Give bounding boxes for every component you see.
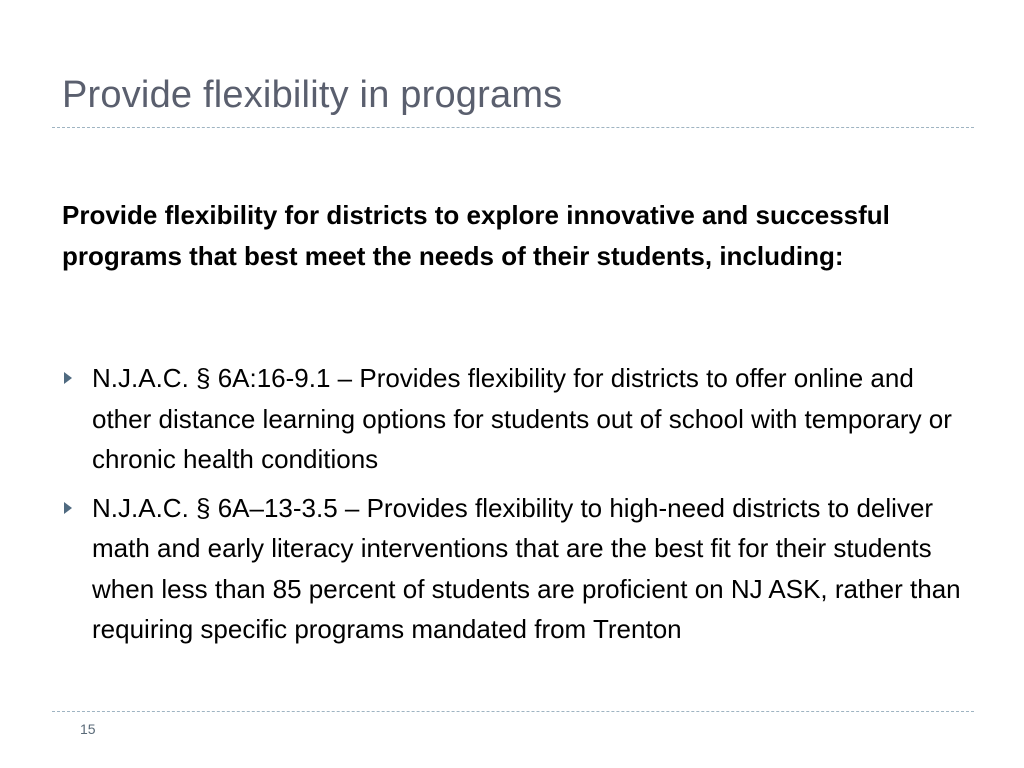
intro-paragraph: Provide flexibility for districts to explore innovative and successful programs that best meet the needs of their students, including: — [62, 200, 890, 271]
list-item — [62, 358, 972, 480]
title-divider — [52, 127, 974, 128]
bullet-text: N.J.A.C. § 6A–13-3.5 – Provides flexibility to high-need districts to deliver math and early literacy interventions that are the best fit for their students when less than 85 percent of students are proficient on NJ ASK, rather than requiring specific programs mandated from Trenton — [92, 492, 961, 644]
page-number: 15 — [80, 721, 96, 737]
slide-title: Provide flexibility in programs — [62, 74, 563, 116]
bullet-list — [62, 358, 972, 658]
triangle-right-icon — [64, 372, 72, 384]
triangle-right-icon — [64, 502, 72, 514]
footer-divider — [52, 711, 974, 712]
list-item — [62, 488, 972, 650]
bullet-text: N.J.A.C. § 6A:16-9.1 – Provides flexibility for districts to offer online and other distance learning options for students out of school with temporary or chronic health conditions — [92, 363, 952, 474]
